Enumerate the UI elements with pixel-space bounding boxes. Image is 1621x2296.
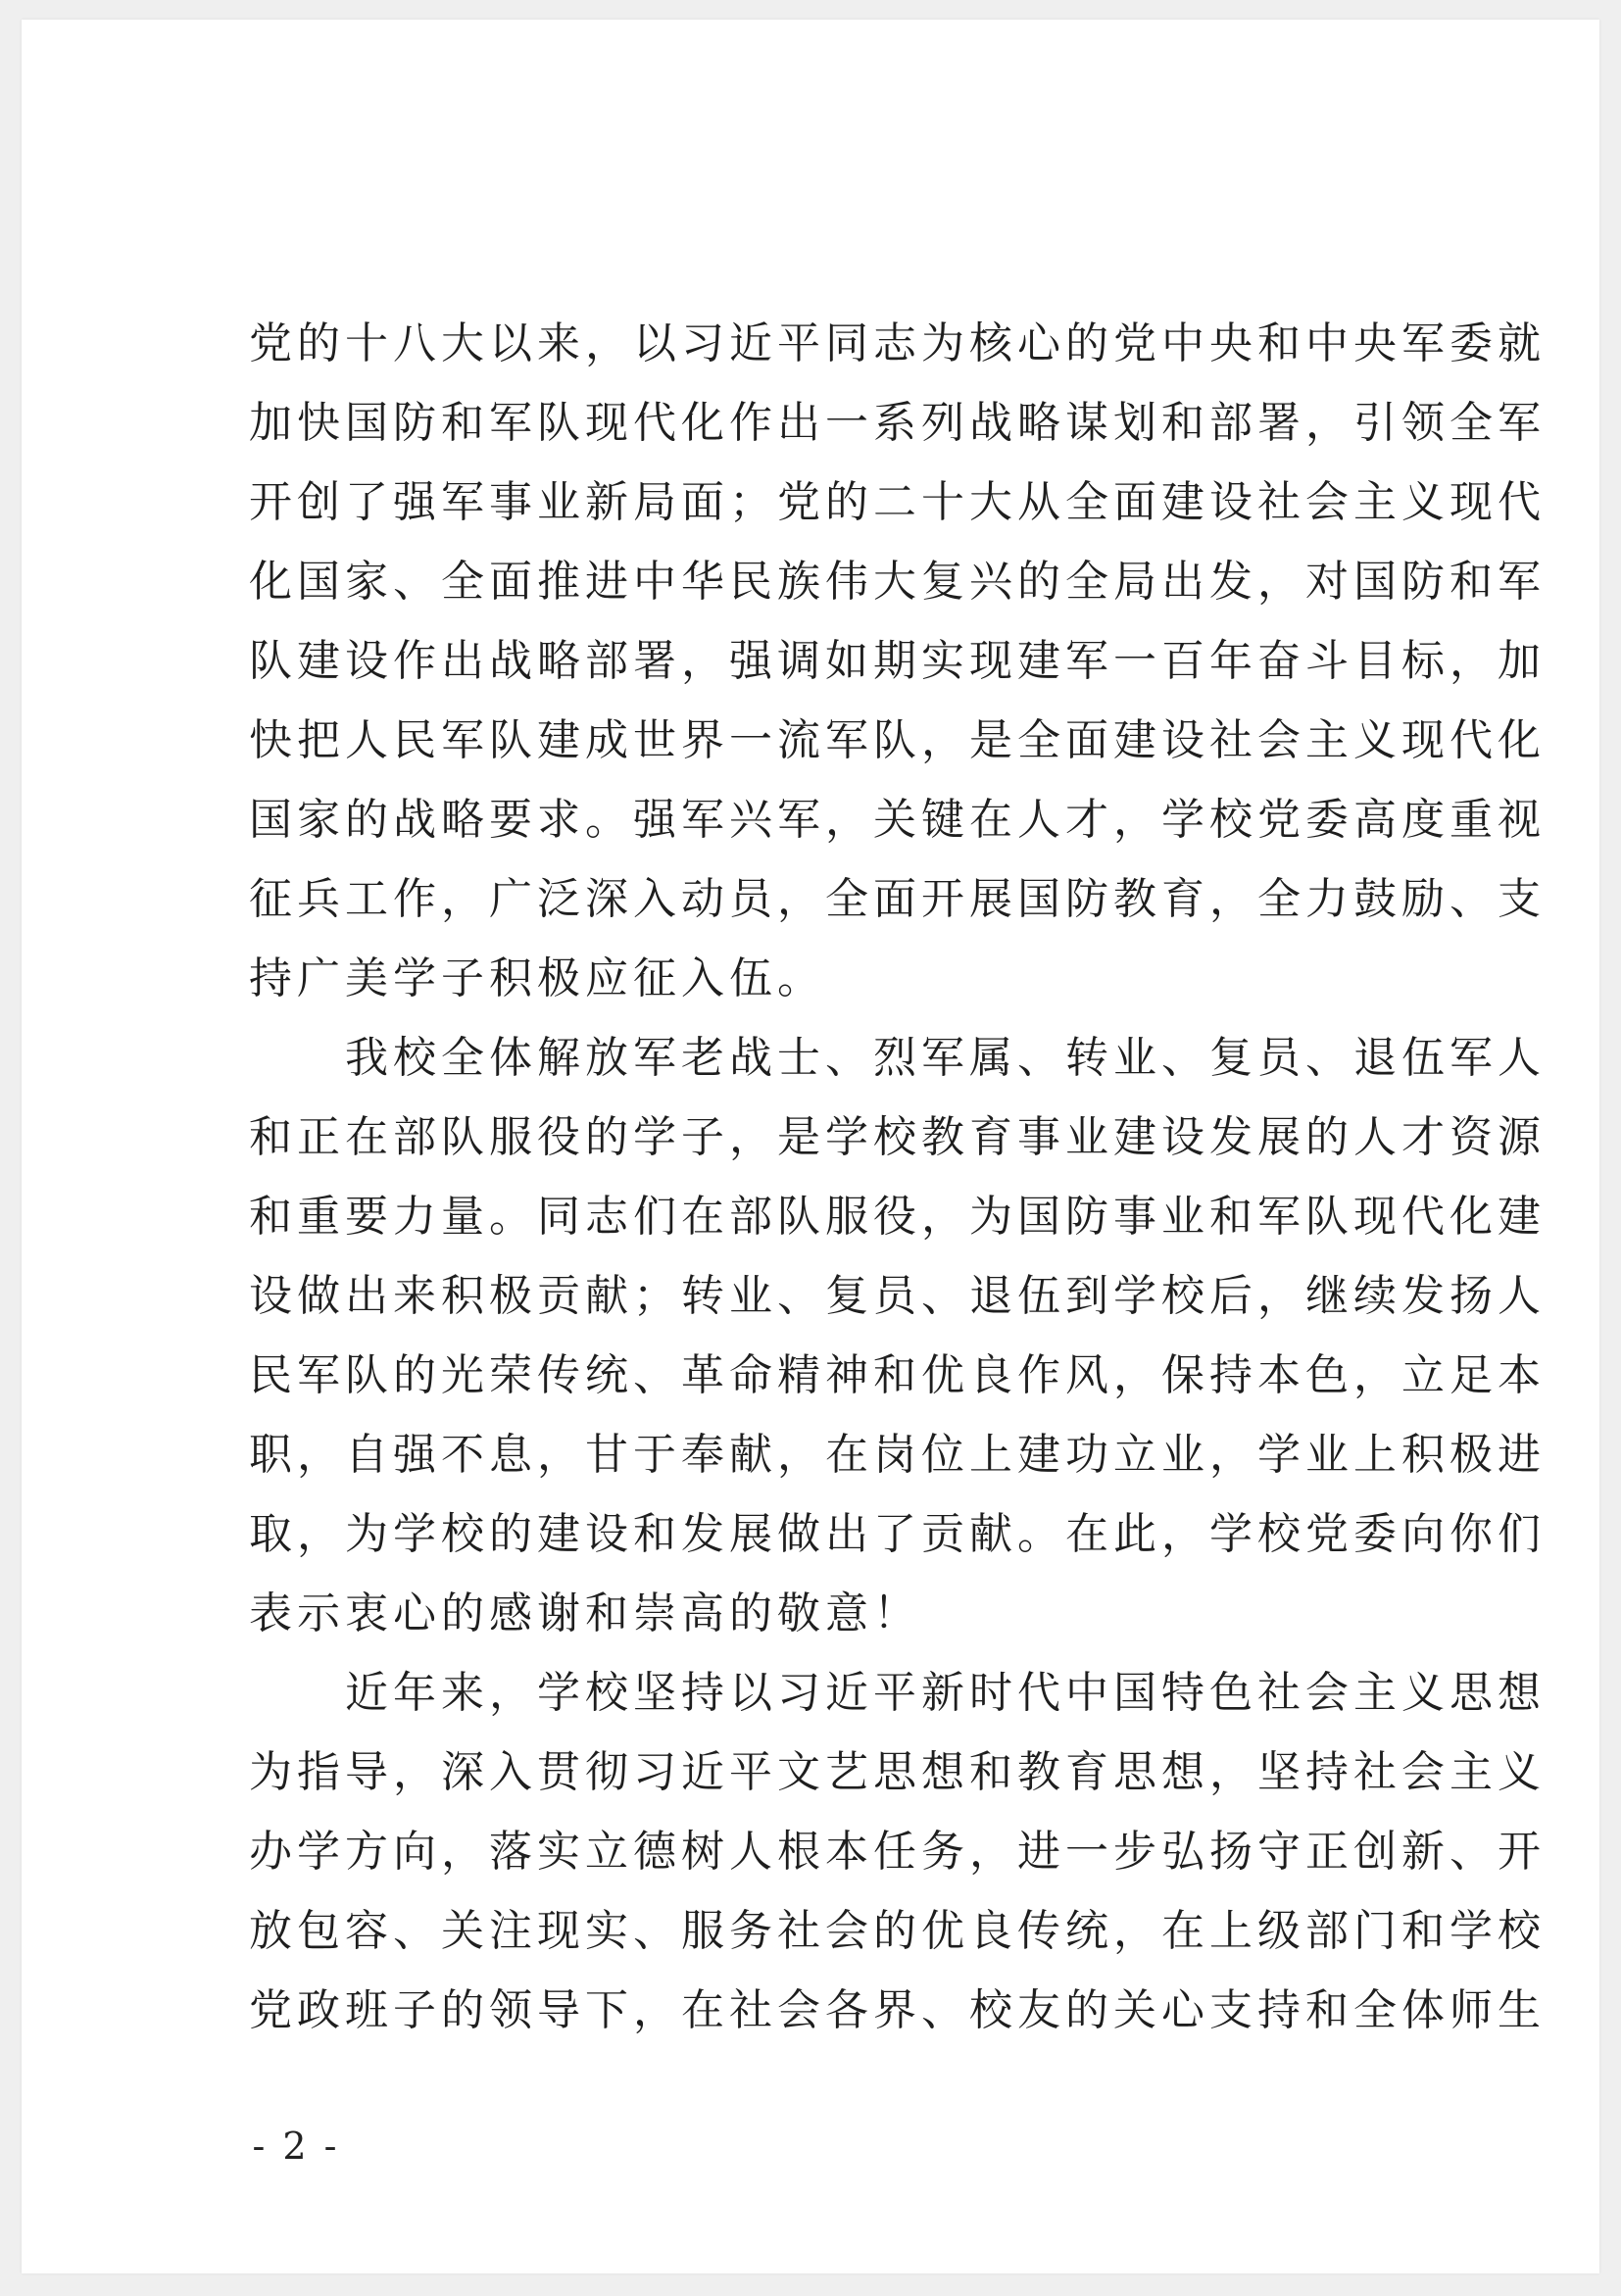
text-line: 国家的战略要求。强军兴军，关键在人才，学校党委高度重视 bbox=[249, 795, 1546, 845]
text-line: 放包容、关注现实、服务社会的优良传统，在上级部门和学校 bbox=[249, 1906, 1546, 1956]
text-line: 征兵工作，广泛深入动员，全面开展国防教育，全力鼓励、支 bbox=[249, 874, 1546, 924]
text-line: 加快国防和军队现代化作出一系列战略谋划和部署，引领全军 bbox=[249, 398, 1546, 448]
text-line: 党政班子的领导下，在社会各界、校友的关心支持和全体师生 bbox=[249, 1985, 1546, 2035]
body-text bbox=[249, 304, 1546, 2050]
text-line: 取，为学校的建设和发展做出了贡献。在此，学校党委向你们 bbox=[249, 1509, 1546, 1559]
text-line: 党的十八大以来，以习近平同志为核心的党中央和中央军委就 bbox=[249, 318, 1546, 368]
text-line: 办学方向，落实立德树人根本任务，进一步弘扬守正创新、开 bbox=[249, 1827, 1546, 1877]
text-line: 快把人民军队建成世界一流军队，是全面建设社会主义现代化 bbox=[249, 715, 1546, 765]
text-line: 表示衷心的感谢和崇高的敬意！ bbox=[249, 1588, 921, 1638]
page-number: - 2 - bbox=[252, 2125, 340, 2168]
text-line: 化国家、全面推进中华民族伟大复兴的全局出发，对国防和军 bbox=[249, 557, 1546, 607]
text-line: 民军队的光荣传统、革命精神和优良作风，保持本色，立足本 bbox=[249, 1350, 1546, 1400]
text-line: 近年来，学校坚持以习近平新时代中国特色社会主义思想 bbox=[249, 1668, 1546, 1718]
text-line: 和重要力量。同志们在部队服役，为国防事业和军队现代化建 bbox=[249, 1192, 1546, 1242]
text-line: 开创了强军事业新局面；党的二十大从全面建设社会主义现代 bbox=[249, 477, 1546, 527]
text-line: 和正在部队服役的学子，是学校教育事业建设发展的人才资源 bbox=[249, 1112, 1546, 1162]
text-line: 队建设作出战略部署，强调如期实现建军一百年奋斗目标，加 bbox=[249, 636, 1546, 686]
text-line: 为指导，深入贯彻习近平文艺思想和教育思想，坚持社会主义 bbox=[249, 1747, 1546, 1797]
text-line: 我校全体解放军老战士、烈军属、转业、复员、退伍军人 bbox=[249, 1033, 1546, 1083]
text-line: 持广美学子积极应征入伍。 bbox=[249, 953, 825, 1003]
text-line: 设做出来积极贡献；转业、复员、退伍到学校后，继续发扬人 bbox=[249, 1271, 1546, 1321]
text-line: 职，自强不息，甘于奉献，在岗位上建功立业，学业上积极进 bbox=[249, 1430, 1546, 1480]
document-page bbox=[22, 20, 1599, 2273]
